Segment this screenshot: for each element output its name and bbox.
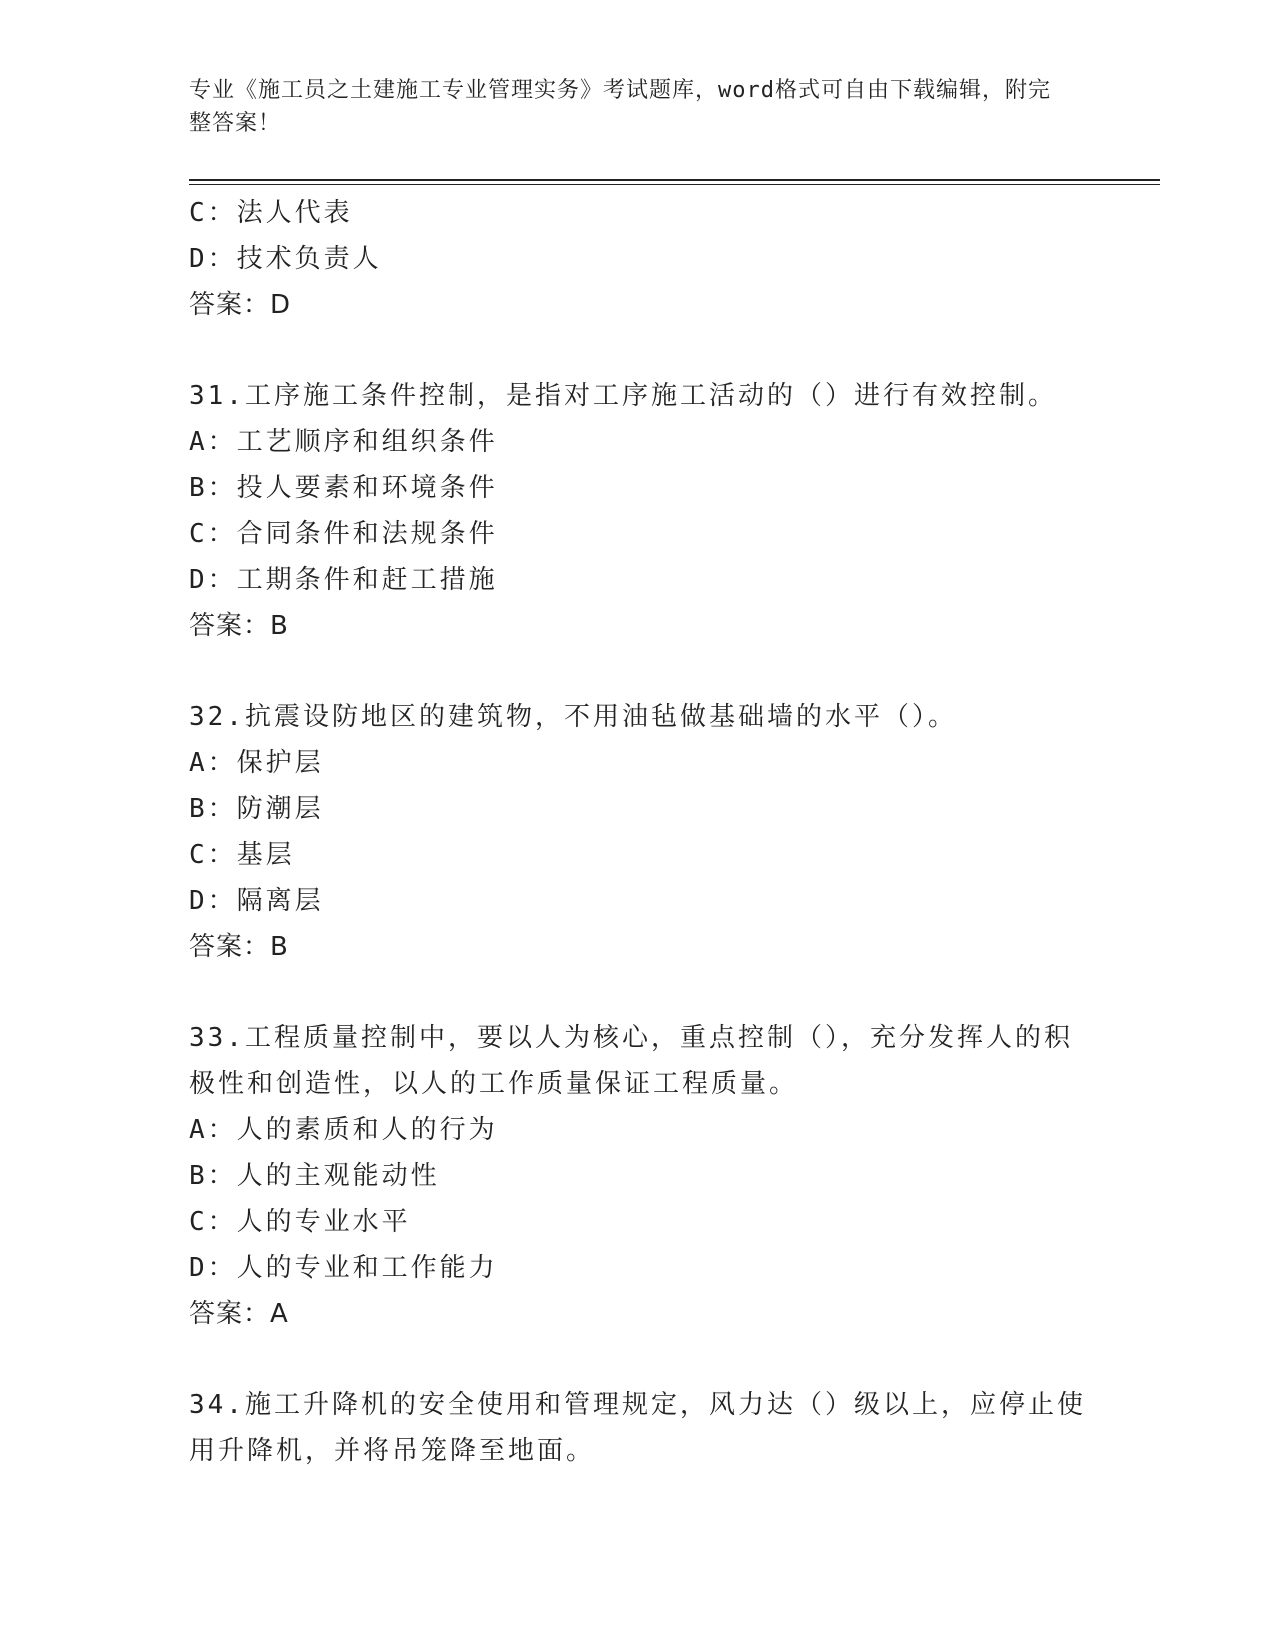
question-block-31	[189, 373, 1089, 649]
option-a: A：人的素质和人的行为	[189, 1115, 498, 1145]
answer-label: 答案：B	[189, 932, 289, 962]
answer-label: 答案：A	[189, 1299, 289, 1329]
option-c: C：人的专业水平	[189, 1207, 411, 1237]
option-a: A：工艺顺序和组织条件	[189, 427, 498, 457]
option-b: B：投人要素和环境条件	[189, 473, 498, 503]
answer-label: 答案：D	[189, 290, 292, 320]
question-content	[189, 190, 1089, 1474]
spacer	[189, 649, 1089, 694]
question-stem: 34.施工升降机的安全使用和管理规定，风力达（）级以上，应停止使用升降机，并将吊笼降至地面。	[189, 1390, 1086, 1466]
spacer	[189, 970, 1089, 1015]
answer-label: 答案：B	[189, 611, 289, 641]
option-d: D：人的专业和工作能力	[189, 1253, 498, 1283]
header-divider-thin	[189, 184, 1160, 185]
spacer	[189, 1337, 1089, 1382]
header-divider-thick	[189, 179, 1160, 181]
question-block-32	[189, 694, 1089, 970]
document-header: 专业《施工员之土建施工专业管理实务》考试题库，word格式可自由下载编辑，附完整答案！	[189, 78, 1051, 136]
option-c: C：合同条件和法规条件	[189, 519, 498, 549]
question-block-33	[189, 1015, 1089, 1337]
option-a: A：保护层	[189, 748, 324, 778]
question-stem: 31.工序施工条件控制，是指对工序施工活动的（）进行有效控制。	[189, 381, 1057, 411]
spacer	[189, 328, 1089, 373]
option-c: C：基层	[189, 840, 295, 870]
option-b: B：人的主观能动性	[189, 1161, 440, 1191]
question-block-30-tail	[189, 190, 1089, 328]
question-block-34	[189, 1382, 1089, 1474]
option-d: D：工期条件和赶工措施	[189, 565, 498, 595]
option-c: C：法人代表	[189, 198, 353, 228]
option-b: B：防潮层	[189, 794, 324, 824]
question-stem: 33.工程质量控制中，要以人为核心，重点控制（），充分发挥人的积极性和创造性，以人的工作质量保证工程质量。	[189, 1023, 1073, 1099]
question-stem: 32.抗震设防地区的建筑物，不用油毡做基础墙的水平（）。	[189, 702, 957, 732]
option-d: D：技术负责人	[189, 244, 382, 274]
option-d: D：隔离层	[189, 886, 324, 916]
